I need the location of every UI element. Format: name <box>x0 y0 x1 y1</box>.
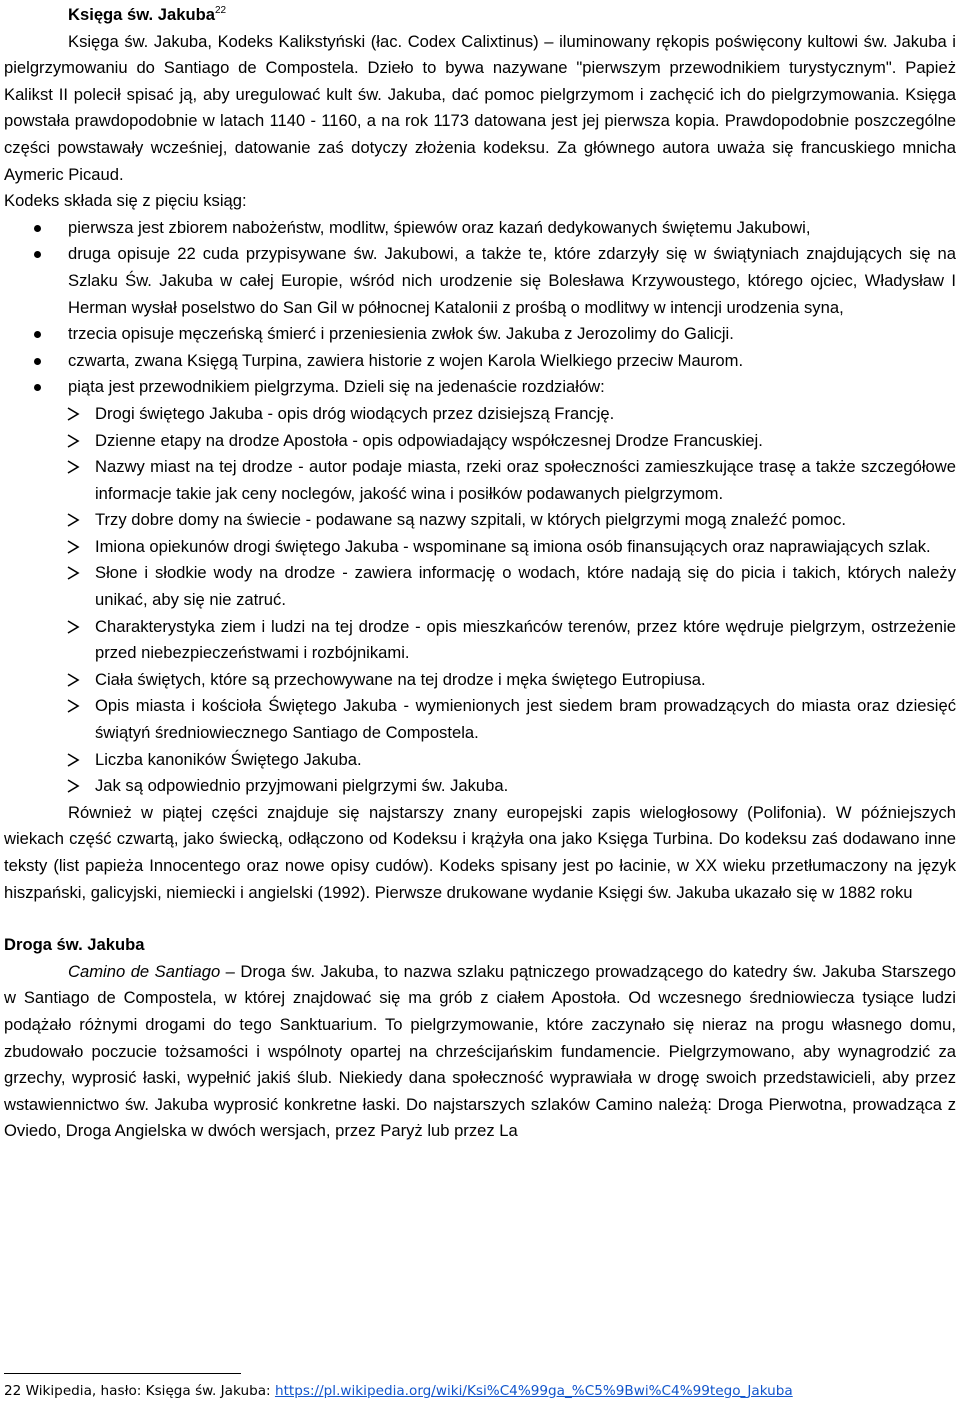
chapters-list <box>4 401 956 800</box>
arrow-bullet-icon <box>66 672 81 688</box>
footnote-link[interactable]: https://pl.wikipedia.org/wiki/Ksi%C4%99ga_%C5%9Bwi%C4%99tego_Jakuba <box>274 1383 793 1399</box>
italic-term: Camino de Santiago <box>68 961 221 981</box>
spacer <box>4 906 956 932</box>
list-item <box>4 614 956 667</box>
list-item <box>4 428 956 455</box>
list-item-text: Ciała świętych, które są przechowywane na tej drodze i męka świętego Eutropiusa. <box>95 669 706 689</box>
list-item-text: Nazwy miast na tej drodze - autor podaje miasta, rzeki oraz społeczności zamieszkujące trasę a także szczegółowe informacje takie jak ceny noclegów, jakość wina i posiłków podawanych pielgrzymom. <box>95 457 956 503</box>
list-item <box>4 747 956 774</box>
arrow-bullet-icon <box>66 433 81 449</box>
books-intro: Kodeks składa się z pięciu ksiąg: <box>4 191 247 211</box>
arrow-bullet-icon <box>66 539 81 555</box>
arrow-bullet-icon <box>66 752 81 768</box>
list-item <box>4 215 956 242</box>
bullet-icon <box>34 358 41 365</box>
list-item <box>4 507 956 534</box>
bullet-icon <box>34 225 41 232</box>
section-title <box>68 2 956 29</box>
list-item <box>4 401 956 428</box>
list-item <box>4 374 956 401</box>
footnote <box>4 1382 956 1400</box>
arrow-bullet-icon <box>66 698 81 714</box>
arrow-bullet-icon <box>66 619 81 635</box>
camino-paragraph <box>4 959 956 1145</box>
closing-paragraph: Również w piątej części znajduje się najstarszy znany europejski zapis wielogłosowy (Polifonia). W późniejszych wiekach część czwartą, jako świecką, odłączono od Kodeksu i krążyła ona jako Księga Turbina. Do kodeksu zaś dodawano inne teksty (list papieża Innocentego oraz nowe opisy cudów). Kodeks spisany jest po łacinie, w XX wieku przetłumaczony na język hiszpański, galicyjski, niemiecki i angielski (1992). Pierwsze drukowane wydanie Księgi św. Jakuba ukazało się w 1882 roku <box>4 802 956 902</box>
list-item-text: pierwsza jest zbiorem nabożeństw, modlitw, śpiewów oraz kazań dedykowanych świętemu Jakubowi, <box>68 217 811 237</box>
list-item <box>4 560 956 613</box>
arrow-bullet-icon <box>66 565 81 581</box>
list-item-text: Trzy dobre domy na świecie - podawane są nazwy szpitali, w których pielgrzymi mogą znaleźć pomoc. <box>95 510 847 530</box>
intro-paragraph: Księga św. Jakuba, Kodeks Kalikstyński (łac. Codex Calixtinus) – iluminowany rękopis poświęcony kultowi św. Jakuba i pielgrzymowaniu do Santiago de Compostela. Dzieło to bywa nazywane "pierwszym przewodnikiem turystycznym". Papież Kalikst II polecił spisać ją, aby uregulować kult św. Jakuba, dać pomoc pielgrzymom i zachęcić ich do pielgrzymowania. Księga powstała prawdopodobnie w latach 1140 - 1160, a na rok 1173 datowana jest jej pierwsza kopia. Prawdopodobnie poszczególne części powstawały wcześniej, datowanie zaś dotyczy złożenia kodeksu. Za głównego autora uważa się francuskiego mnicha Aymeric Picaud. <box>4 31 956 184</box>
arrow-bullet-icon <box>66 406 81 422</box>
list-item-text: Dzienne etapy na drodze Apostoła - opis odpowiadający współczesnej Drodze Francuskiej. <box>95 430 763 450</box>
books-list <box>4 215 956 401</box>
list-item-text: Imiona opiekunów drogi świętego Jakuba - wspominane są imiona osób finansujących oraz naprawiających szlak. <box>95 536 931 556</box>
list-item <box>4 454 956 507</box>
list-item <box>4 241 956 321</box>
list-item <box>4 693 956 746</box>
document-page <box>4 2 956 1145</box>
footnote-reference[interactable]: 22 <box>214 5 227 16</box>
list-item <box>4 773 956 800</box>
list-item-text: trzecia opisuje męczeńską śmierć i przeniesienia zwłok św. Jakuba z Jerozolimy do Galicji. <box>68 324 734 344</box>
list-item-text: Opis miasta i kościoła Świętego Jakuba - wymienionych jest siedem bram prowadzących do miasta oraz dziesięć świątyń średniowiecznego Santiago de Compostela. <box>95 696 956 743</box>
list-item <box>4 534 956 561</box>
section-heading: Droga św. Jakuba <box>4 935 145 955</box>
arrow-bullet-icon <box>66 778 81 794</box>
bullet-icon <box>34 384 41 391</box>
section-title-text: Księga św. Jakuba <box>68 5 215 24</box>
list-item-text: Drogi świętego Jakuba - opis dróg wiodących przez dzisiejszą Francję. <box>95 403 615 423</box>
list-item-text: Charakterystyka ziem i ludzi na tej drodze - opis mieszkańców terenów, przez które wędruje pielgrzym, ostrzeżenie przed niebezpieczeństwami i rozbójnikami. <box>95 616 956 663</box>
footnote-divider <box>4 1373 241 1374</box>
list-item-text: Liczba kanoników Świętego Jakuba. <box>95 749 362 769</box>
arrow-bullet-icon <box>66 512 81 528</box>
list-item-text: piąta jest przewodnikiem pielgrzyma. Dzieli się na jedenaście rozdziałów: <box>68 377 605 397</box>
list-item-text: czwarta, zwana Księgą Turpina, zawiera historie z wojen Karola Wielkiego przeciw Maurom. <box>68 350 744 370</box>
list-item <box>4 348 956 375</box>
footnote-text: 22 Wikipedia, hasło: Księga św. Jakuba: <box>4 1383 275 1399</box>
bullet-icon <box>34 331 41 338</box>
list-item-text: Słone i słodkie wody na drodze - zawiera informację o wodach, które nadają się do picia i takich, których należy unikać, aby się nie zatruć. <box>95 563 956 610</box>
list-item <box>4 667 956 694</box>
arrow-bullet-icon <box>66 459 81 475</box>
camino-paragraph-text: – Droga św. Jakuba, to nazwa szlaku pątniczego prowadzącego do katedry św. Jakuba Starszego w Santiago de Compostela, w której znajdować się ma grób z ciałem Apostoła. Od wczesnego średniowiecza tysiące ludzi podążało różnymi drogami do tego Sanktuarium. To pielgrzymowanie, które zaczynało się nieraz na progu własnego domu, zbudowało poczucie tożsamości i wspólnoty opartej na chrześcijańskim fundamencie. Pielgrzymowano, aby wynagrodzić za grzechy, wyprosić łaski, wypełnić jakiś ślub. Niekiedy dana społeczność wyprawiała w drogę swoich przedstawicieli, aby przez wstawiennictwo św. Jakuba wyprosić konkretne łaski. Do najstarszych szlaków Camino należą: Droga Pierwotna, prowadząca z Oviedo, Droga Angielska w dwóch wersjach, przez Paryż lub przez La <box>4 961 956 1141</box>
bullet-icon <box>34 251 41 258</box>
list-item <box>4 321 956 348</box>
list-item-text: druga opisuje 22 cuda przypisywane św. Jakubowi, a także te, które zdarzyły się w świątyniach znajdujących się na Szlaku Św. Jakuba w całej Europie, wśród nich urodzenie się Bolesława Krzywoustego, którego ojciec, Władysław I Herman wysłał poselstwo do San Gil w północnej Katalonii z prośbą o modlitwy w intencji urodzenia syna, <box>68 244 956 317</box>
list-item-text: Jak są odpowiednio przyjmowani pielgrzymi św. Jakuba. <box>95 776 509 796</box>
